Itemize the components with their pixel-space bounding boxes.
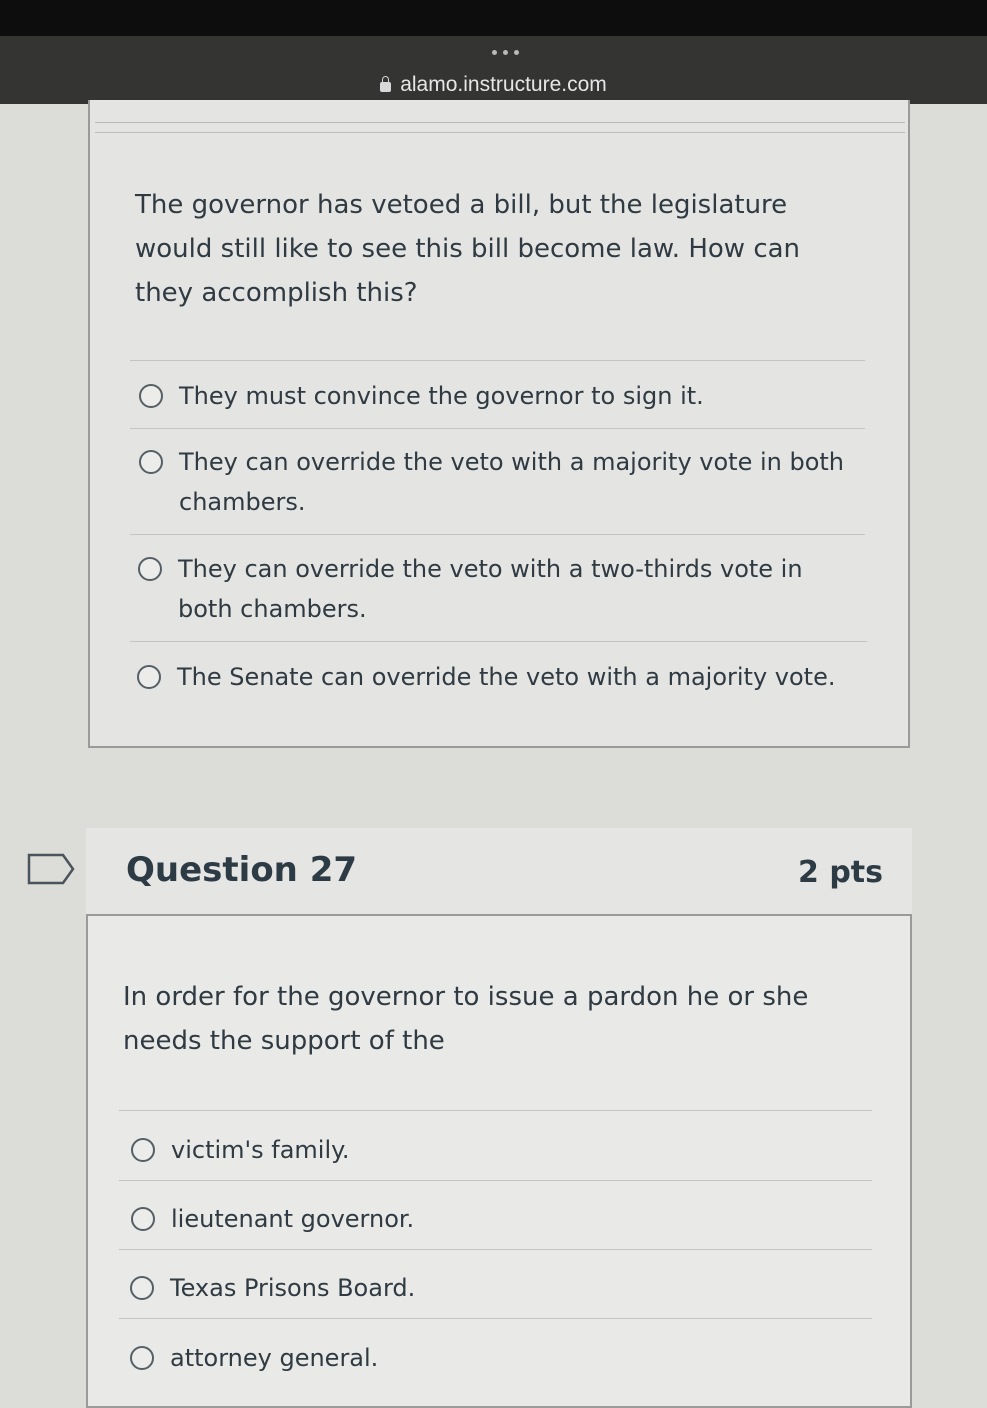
question-points: 2 pts bbox=[798, 855, 883, 890]
address-bar[interactable] bbox=[0, 70, 987, 100]
answer-divider bbox=[119, 1318, 872, 1319]
radio-button[interactable] bbox=[131, 1207, 155, 1231]
answer-divider bbox=[119, 1180, 872, 1181]
device-bezel bbox=[0, 0, 987, 36]
url-text: alamo.instructure.com bbox=[400, 73, 607, 96]
answer-label: victim's family. bbox=[171, 1136, 350, 1164]
answer-divider bbox=[130, 360, 865, 361]
answer-divider bbox=[130, 641, 867, 642]
answer-option[interactable] bbox=[130, 1268, 850, 1308]
answer-label: They must convince the governor to sign it. bbox=[179, 382, 704, 410]
answer-label: The Senate can override the veto with a majority vote. bbox=[177, 663, 836, 691]
card-divider bbox=[95, 132, 905, 133]
answer-label: They can override the veto with a majority vote in both chambers. bbox=[179, 448, 845, 516]
lock-icon bbox=[380, 82, 391, 92]
answer-option[interactable] bbox=[139, 442, 859, 522]
answer-option[interactable] bbox=[137, 657, 862, 697]
answer-label: They can override the veto with a two-thirds vote in both chambers. bbox=[178, 555, 803, 623]
radio-button[interactable] bbox=[138, 557, 162, 581]
question-text: The governor has vetoed a bill, but the legislature would still like to see this bill become law. How can they accomplish this? bbox=[135, 190, 801, 308]
question-text: In order for the governor to issue a pardon he or she needs the support of the bbox=[123, 982, 809, 1056]
radio-button[interactable] bbox=[139, 384, 163, 408]
answer-option[interactable] bbox=[131, 1199, 851, 1239]
flag-question-icon[interactable] bbox=[27, 853, 75, 885]
radio-button[interactable] bbox=[137, 665, 161, 689]
answer-divider bbox=[119, 1110, 872, 1111]
answer-divider bbox=[130, 534, 865, 535]
more-options-icon[interactable] bbox=[492, 50, 519, 55]
answer-label: Texas Prisons Board. bbox=[170, 1274, 416, 1302]
answer-option[interactable] bbox=[131, 1130, 851, 1170]
question-title: Question 27 bbox=[126, 850, 358, 890]
card-divider bbox=[95, 122, 905, 123]
answer-option[interactable] bbox=[139, 376, 859, 416]
radio-button[interactable] bbox=[130, 1276, 154, 1300]
answer-label: lieutenant governor. bbox=[171, 1205, 415, 1233]
answer-option[interactable] bbox=[130, 1338, 850, 1378]
radio-button[interactable] bbox=[130, 1346, 154, 1370]
radio-button[interactable] bbox=[131, 1138, 155, 1162]
radio-button[interactable] bbox=[139, 450, 163, 474]
answer-label: attorney general. bbox=[170, 1344, 379, 1372]
answer-option[interactable] bbox=[138, 549, 863, 629]
answer-divider bbox=[119, 1249, 872, 1250]
answer-divider bbox=[130, 428, 865, 429]
